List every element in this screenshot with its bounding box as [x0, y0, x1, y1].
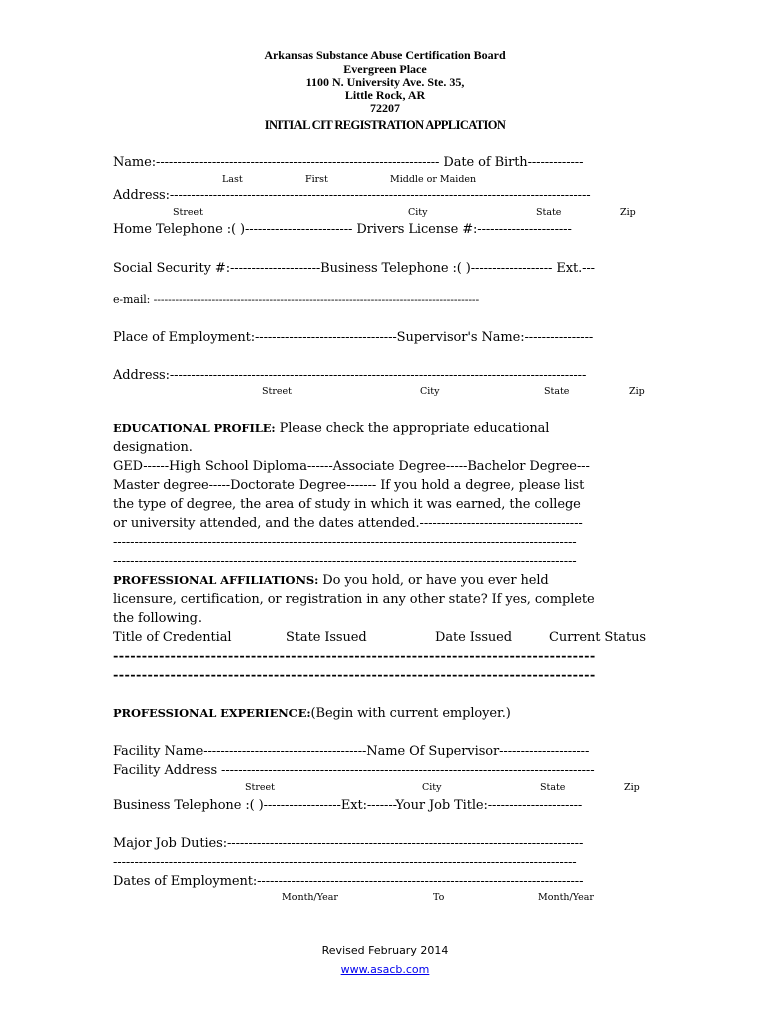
emp-sub-city: City	[420, 386, 440, 397]
employment-field-line[interactable]: Place of Employment:---------------------------------Supervisor's Name:----------------	[113, 330, 594, 345]
website-link[interactable]: www.asacb.com	[340, 963, 430, 976]
education-heading: EDUCATIONAL PROFILE:	[113, 421, 276, 435]
col-current-status: Current Status	[549, 630, 646, 645]
address-sub-state: State	[536, 207, 562, 218]
affiliations-dash-2[interactable]: ------------------------------------------------------------------------------------	[113, 668, 596, 683]
duties-field-line-2[interactable]: ------------------------------------------------------------------------------------------------------------	[113, 855, 577, 870]
org-place: Evergreen Place	[343, 62, 427, 76]
experience-line	[113, 706, 511, 721]
email-field-line[interactable]: e-mail: ------------------------------------------------------------------------------------------	[113, 293, 480, 306]
dates-sub-to: To	[433, 892, 445, 903]
ssn-field-line[interactable]: Social Security #:---------------------Business Telephone :( )------------------- Ext.---	[113, 261, 595, 276]
emp-sub-zip: Zip	[629, 386, 645, 397]
col-state-issued: State Issued	[286, 630, 367, 645]
education-line-6[interactable]: or university attended, and the dates attended.--------------------------------------	[113, 516, 583, 531]
education-intro: Please check the appropriate educational	[275, 421, 550, 436]
business-phone-field-line[interactable]: Business Telephone :( )------------------Ext:-------Your Job Title:----------------------	[113, 798, 583, 813]
dates-field-line[interactable]: Dates of Employment:----------------------------------------------------------------------------	[113, 874, 584, 889]
address-sub-zip: Zip	[620, 207, 636, 218]
emp-sub-state: State	[544, 386, 570, 397]
affiliations-line-1	[113, 573, 549, 588]
org-zip: 72207	[370, 101, 400, 115]
affiliations-dash-1[interactable]: ------------------------------------------------------------------------------------	[113, 649, 596, 664]
footer-website-row	[0, 963, 770, 976]
name-field-line[interactable]: Name:------------------------------------------------------------------ Date of Birth-------------	[113, 155, 584, 170]
affiliations-line-2: licensure, certification, or registration in any other state? If yes, complete	[113, 592, 595, 607]
affiliations-line-3: the following.	[113, 611, 202, 626]
col-date-issued: Date Issued	[435, 630, 512, 645]
employment-address-field-line[interactable]: Address:-------------------------------------------------------------------------------------------------	[113, 368, 587, 383]
facility-field-line[interactable]: Facility Name--------------------------------------Name Of Supervisor---------------------	[113, 744, 590, 759]
emp-sub-street: Street	[262, 386, 292, 397]
dates-sub-from: Month/Year	[282, 892, 338, 903]
education-line-3[interactable]: GED------High School Diploma------Associate Degree-----Bachelor Degree---	[113, 459, 590, 474]
facility-sub-state: State	[540, 782, 566, 793]
affiliations-intro: Do you hold, or have you ever held	[318, 573, 549, 588]
facility-sub-street: Street	[245, 782, 275, 793]
dates-sub-until: Month/Year	[538, 892, 594, 903]
home-phone-field-line[interactable]: Home Telephone :( )------------------------- Drivers License #:----------------------	[113, 222, 572, 237]
duties-field-line[interactable]: Major Job Duties:-----------------------------------------------------------------------------------	[113, 836, 584, 851]
address-sub-street: Street	[173, 207, 203, 218]
experience-intro: (Begin with current employer.)	[310, 706, 511, 721]
form-title: INITIAL CIT REGISTRATION APPLICATION	[264, 118, 506, 132]
experience-heading: PROFESSIONAL EXPERIENCE:	[113, 706, 311, 720]
name-sub-last: Last	[222, 174, 243, 185]
address-sub-city: City	[408, 207, 428, 218]
name-sub-first: First	[305, 174, 328, 185]
address-field-line[interactable]: Address:--------------------------------------------------------------------------------------------------	[113, 188, 591, 203]
org-city: Little Rock, AR	[344, 88, 426, 102]
education-line-5: the type of degree, the area of study in which it was earned, the college	[113, 497, 581, 512]
name-sub-middle: Middle or Maiden	[390, 174, 477, 185]
org-name: Arkansas Substance Abuse Certification Board	[264, 48, 506, 62]
education-line-4[interactable]: Master degree-----Doctorate Degree------- If you hold a degree, please list	[113, 478, 585, 493]
facility-address-field-line[interactable]: Facility Address ---------------------------------------------------------------------------------------	[113, 763, 595, 778]
facility-sub-zip: Zip	[624, 782, 640, 793]
affiliations-heading: PROFESSIONAL AFFILIATIONS:	[113, 573, 319, 587]
col-title-of-credential: Title of Credential	[113, 630, 232, 645]
education-line-1	[113, 421, 549, 436]
education-line-8[interactable]: ------------------------------------------------------------------------------------------------------------	[113, 554, 577, 569]
education-line-2: designation.	[113, 440, 193, 455]
facility-sub-city: City	[422, 782, 442, 793]
education-line-7[interactable]: ------------------------------------------------------------------------------------------------------------	[113, 535, 577, 550]
revised-date: Revised February 2014	[321, 944, 449, 957]
org-street: 1100 N. University Ave. Ste. 35,	[305, 75, 465, 89]
